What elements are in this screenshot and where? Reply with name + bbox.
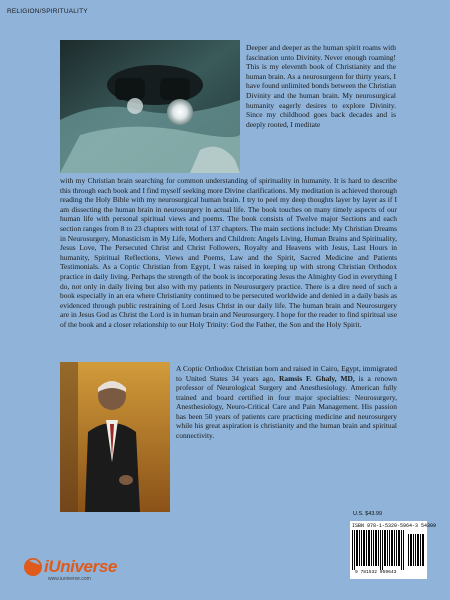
- author-name: Ramsis F. Ghaly, MD,: [278, 373, 355, 383]
- barcode-digits: 9 781532 059643: [355, 570, 397, 575]
- back-cover-blurb-intro: Deeper and deeper as the human spirit roams with fascination unto Divinity. Never enough roaming! This is my eleventh book of Christianity and the human brain. As a neurosurgeon for thirty years, I have found unlimited bonds between the Christian Divinity and the human brain. My neurosurgical humanity eagerly desires to explore Divinity. Since my childhood goes back decades and is deeply rooted, I meditate: [246, 43, 396, 129]
- author-bio-details: is a renown professor of Neurological Surgery and Anesthesiology. American fully trained and board certified in four major specialties: Neurosurgery, Anesthesiology, Neuro-Critical Care and Pain Management. His passion has been 50 years of patients care practicing medicine and neurosurgery while his great aspiration is christianity and the human brain and spiritual connectivity.: [176, 373, 397, 440]
- surgeon-with-headlamp-photo: [60, 40, 240, 173]
- price-label: U.S. $43.99: [353, 511, 383, 517]
- author-portrait-photo: [60, 362, 170, 512]
- author-bio-intro: A Coptic Orthodox Christian born and raised in Cairo, Egypt, immigrated to United States 34 years ago,: [176, 364, 397, 383]
- isbn-addon: 54399: [421, 523, 437, 529]
- isbn-number: ISBN 978-1-5320-5964-3: [352, 523, 419, 529]
- back-cover-blurb-body: with my Christian brain searching for common understanding of spirituality in humanity. It is hard to describe this through each book and I find myself seeking more Divine clarifications. My meditation is achieved thorough reading the Holy Bible with my neurosurgical human brain. I try to peel my deep thoughts layer by layer as if I am dissecting the human brain in neurosurgery in actual life. The book touches on many timely aspects of our human life with personal spiritual views and poems. The book consists of Twelve major Sections and each section ranges from 8 to 23 chapters with total of 137 chapters. The main sections include: My Christian Dreams in Neurosurgery, Monasticism in My Life, Mothers and Children: Angels Living, Human Brains and Spirituality, Jesus Love, The Persecuted Christ and Christ Followers, Royalty and Heavens with Jesus, Last Hours in humanity, Spiritual Reflections, Views and Poems, Law and the Spirit, Sacred Medicine and Patients Testimonials. As a Coptic Christian from Egypt, I was raised in keeping up with strong Christian Orthodox practice in daily living. Perhaps the strength of the book is incorporating Jesus the Almighty God in everything I do, not only in daily living but also with my patients in Neurosurgery practice. There is a dire need of such a book especially in an era where Christianity continued to be persecuted worldwide and denied in a daily basis as evidenced through public restraining of Lord Jesus Christ in our daily life. The human brain and Neurosurgery are in Jesus God as Christ the Lord is in human brain and Neurosurgery. I hope for the reader to find spiritual use of the book and a closer relationship to our Holy Trinity: God the Father, the Son and the Holy Spirit.: [60, 176, 397, 329]
- author-biography: [176, 364, 397, 440]
- isbn-barcode: [352, 530, 425, 570]
- publisher-url: www.iuniverse.com: [48, 576, 91, 582]
- isbn-label: [352, 523, 436, 529]
- publisher-name: iUniverse: [44, 557, 117, 576]
- book-category: RELIGION/SPIRITUALITY: [7, 8, 88, 15]
